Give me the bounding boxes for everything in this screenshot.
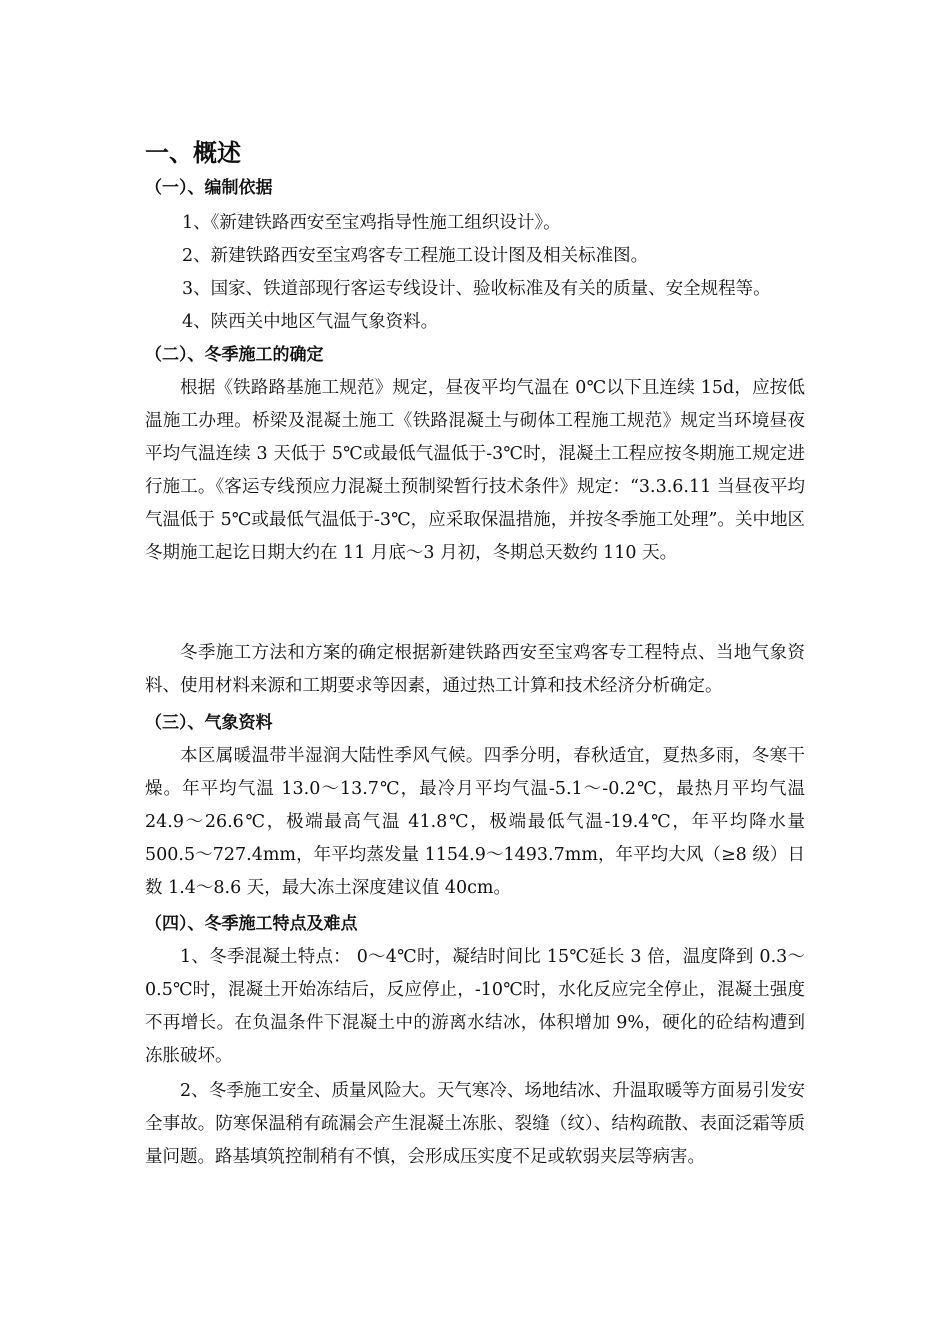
basis-item-2: 2、新建铁路西安至宝鸡客专工程施工设计图及相关标准图。 [182, 246, 649, 266]
section-heading-features: （四）、冬季施工特点及难点 [145, 914, 358, 934]
page-title: 一、概述 [145, 139, 241, 167]
section-heading-basis: （一）、编制依据 [145, 178, 273, 198]
basis-item-4: 4、陕西关中地区气温气象资料。 [182, 312, 439, 332]
features-paragraph-2: 2、冬季施工安全、质量风险大。天气寒冷、场地结冰、升温取暖等方面易引发安全事故。防寒保温稍有疏漏会产生混凝土冻胀、裂缝（纹）、结构疏散、表面泛霜等质量问题。路基填筑控制稍有不慎，会形成压实度不足或软弱夹层等病害。 [145, 1081, 805, 1167]
section-heading-weather: （三）、气象资料 [145, 713, 273, 733]
winter-determination-paragraph-2: 冬季施工方法和方案的确定根据新建铁路西安至宝鸡客专工程特点、当地气象资料、使用材料来源和工期要求等因素，通过热工计算和技术经济分析确定。 [145, 643, 805, 696]
weather-paragraph: 本区属暖温带半湿润大陆性季风气候。四季分明，春秋适宜，夏热多雨，冬寒干燥。年平均气温 13.0～13.7℃，最冷月平均气温-5.1～-0.2℃，最热月平均气温 24.9～26.6℃，极端最高气温 41.8℃，极端最低气温-19.4℃，年平均降水量 500.5～727.4mm，年平均蒸发量 1154.9～1493.7mm，年平均大风（≥8 级）日数 1.4～8.6 天，最大冻土深度建议值 40cm。 [145, 746, 805, 898]
winter-determination-paragraph-1: 根据《铁路路基施工规范》规定，昼夜平均气温在 0℃以下且连续 15d，应按低温施工办理。桥梁及混凝土施工《铁路混凝土与砌体工程施工规范》规定当环境昼夜平均气温连续 3 天低于 5℃或最低气温低于-3℃时，混凝土工程应按冬期施工规定进行施工。《客运专线预应力混凝土预制梁暂行技术条件》规定：“3.3.6.11 当昼夜平均气温低于 5℃或最低气温低于-3℃，应采取保温措施，并按冬季施工处理”。关中地区冬期施工起讫日期大约在 11 月底～3 月初，冬期总天数约 110 天。 [145, 378, 805, 563]
basis-item-3: 3、国家、铁道部现行客运专线设计、验收标准及有关的质量、安全规程等。 [182, 279, 771, 299]
basis-item-1: 1、《新建铁路西安至宝鸡指导性施工组织设计》。 [182, 213, 561, 233]
section-heading-winter-determination: （二）、冬季施工的确定 [145, 345, 324, 365]
features-paragraph-1: 1、冬季混凝土特点： 0～4℃时，凝结时间比 15℃延长 3 倍，温度降到 0.3～0.5℃时，混凝土开始冻结后，反应停止，-10℃时，水化反应完全停止，混凝土强度不再增长。在负温条件下混凝土中的游离水结冰，体积增加 9%，硬化的砼结构遭到冻胀破坏。 [145, 947, 805, 1066]
